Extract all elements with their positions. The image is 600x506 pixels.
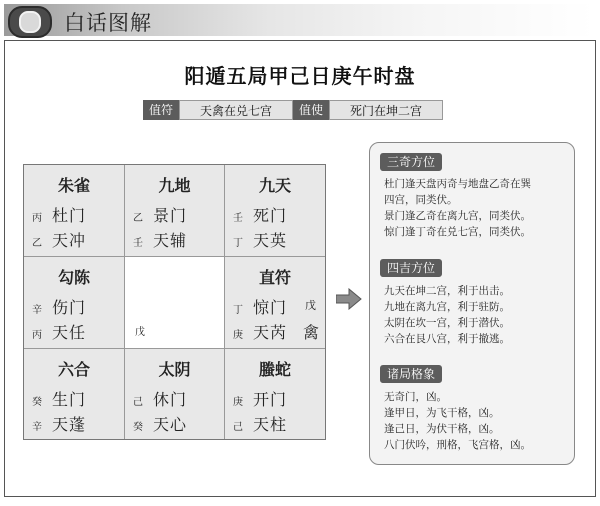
deity-label: 九地 (158, 176, 191, 195)
star-label: 天辅 (153, 231, 188, 250)
earth-stem: 己 (233, 422, 243, 433)
text-line: 八门伏吟，刑格，飞宫格，凶。 (384, 439, 531, 451)
star-label: 天心 (153, 415, 188, 434)
zhifu-value: 天禽在兑七宫 (179, 100, 293, 120)
door-label: 杜门 (52, 206, 87, 225)
arrow-right-icon (336, 288, 362, 310)
door-label: 死门 (253, 206, 288, 225)
heaven-stem: 辛 (32, 305, 42, 316)
deity-label: 朱雀 (57, 176, 90, 195)
palace-cell (225, 165, 325, 257)
zhifu-label: 值符 (143, 100, 179, 120)
text-line: 惊门逢丁奇在兑七宫，同类伏。 (384, 226, 531, 238)
deity-label: 九天 (258, 176, 291, 195)
door-label: 景门 (153, 206, 188, 225)
heaven-stem: 丁 (233, 305, 243, 316)
lodged-stem: 戊 (305, 299, 316, 312)
text-line: 无奇门，凶。 (384, 391, 447, 403)
heaven-stem: 庚 (233, 397, 243, 408)
palace-cell (125, 349, 225, 439)
section-body-geju (384, 389, 569, 453)
deity-label: 六合 (57, 360, 90, 379)
deity-label: 勾陈 (57, 268, 90, 287)
palace-cell (225, 349, 325, 439)
heaven-stem: 乙 (133, 213, 143, 224)
heaven-stem: 丙 (32, 213, 42, 224)
header-banner (4, 4, 594, 36)
text-line: 景门逢乙奇在离九宫，同类伏。 (384, 210, 531, 222)
text-line: 九地在离九宫，利于驻防。 (384, 301, 510, 313)
palace-cell (24, 257, 125, 349)
text-line: 六合在艮八宫，利于撤逃。 (384, 333, 510, 345)
center-stem: 戊 (135, 327, 145, 338)
palace-cell (24, 349, 125, 439)
text-line: 太阴在坎一宫，利于潜伏。 (384, 317, 510, 329)
section-body-siji (384, 283, 569, 347)
palace-grid (23, 164, 326, 440)
lodged-star: 禽 (303, 323, 320, 342)
text-line: 杜门逢天盘丙奇与地盘乙奇在巽 (384, 178, 531, 190)
deity-label: 太阴 (158, 360, 191, 379)
info-bar (143, 100, 443, 120)
earth-stem: 壬 (133, 238, 143, 249)
heaven-stem: 癸 (32, 397, 42, 408)
earth-stem: 辛 (32, 422, 42, 433)
star-label: 天蓬 (52, 415, 87, 434)
earth-stem: 丙 (32, 330, 42, 341)
palace-cell (125, 165, 225, 257)
text-line: 九天在坤二宫，利于出击。 (384, 285, 510, 297)
zhishi-value: 死门在坤二宫 (329, 100, 443, 120)
heaven-stem: 壬 (233, 213, 243, 224)
header-title: 白话图解 (64, 11, 152, 35)
star-label: 天英 (253, 231, 288, 250)
palace-cell (24, 165, 125, 257)
earth-stem: 癸 (133, 422, 143, 433)
section-title-siji: 四吉方位 (380, 259, 442, 277)
earth-stem: 庚 (233, 330, 243, 341)
door-label: 惊门 (253, 298, 288, 317)
logo-icon (8, 6, 52, 38)
chart-title: 阳遁五局甲己日庚午时盘 (184, 64, 416, 88)
door-label: 生门 (52, 390, 87, 409)
deity-label: 直符 (258, 268, 291, 287)
center-palace-cell (125, 257, 225, 349)
section-title-sanqi: 三奇方位 (380, 153, 442, 171)
earth-stem: 乙 (32, 238, 42, 249)
text-line: 四宫，同类伏。 (384, 194, 458, 206)
text-line: 逢己日，为伏干格，凶。 (384, 423, 500, 435)
earth-stem: 丁 (233, 238, 243, 249)
star-label: 天柱 (253, 415, 288, 434)
zhishi-label: 值使 (293, 100, 329, 120)
star-label: 天任 (52, 323, 87, 342)
heaven-stem: 己 (133, 397, 143, 408)
star-label: 天芮 (253, 323, 288, 342)
section-body-sanqi (384, 176, 569, 240)
door-label: 开门 (253, 390, 288, 409)
info-panel (369, 142, 575, 465)
door-label: 休门 (153, 390, 188, 409)
star-label: 天冲 (52, 231, 87, 250)
palace-cell (225, 257, 325, 349)
door-label: 伤门 (52, 298, 87, 317)
section-title-geju: 诸局格象 (380, 365, 442, 383)
text-line: 逢甲日，为飞干格，凶。 (384, 407, 500, 419)
deity-label: 螣蛇 (258, 360, 291, 379)
